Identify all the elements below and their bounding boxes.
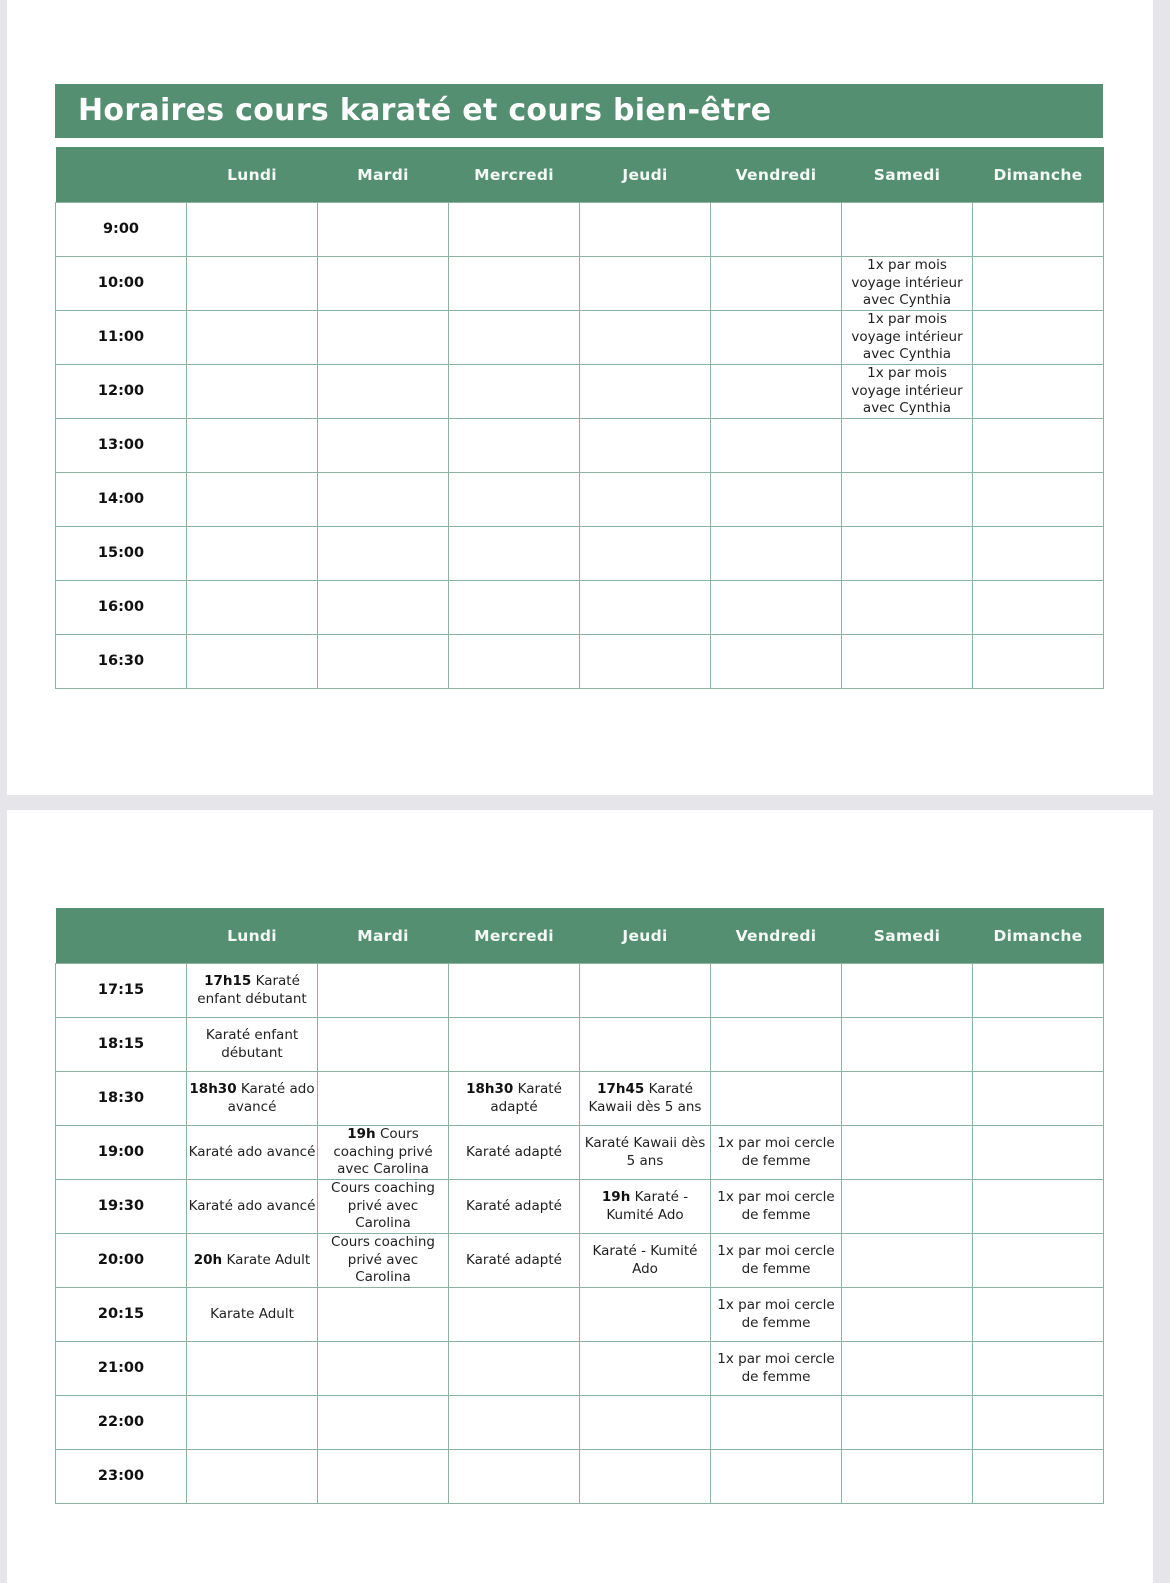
schedule-cell-dimanche bbox=[973, 473, 1104, 527]
day-header-mardi: Mardi bbox=[318, 147, 449, 203]
class-start-time: 18h30 bbox=[466, 1081, 514, 1097]
schedule-cell-samedi bbox=[842, 311, 973, 365]
schedule-cell-dimanche bbox=[973, 203, 1104, 257]
schedule-cell-mardi bbox=[318, 1180, 449, 1234]
schedule-cell-dimanche bbox=[973, 1234, 1104, 1288]
schedule-cell-jeudi bbox=[580, 964, 711, 1018]
schedule-cell-samedi bbox=[842, 1450, 973, 1504]
schedule-cell-mercredi bbox=[449, 1234, 580, 1288]
schedule-cell-mercredi bbox=[449, 964, 580, 1018]
schedule-cell-samedi bbox=[842, 1072, 973, 1126]
schedule-cell-mardi bbox=[318, 1126, 449, 1180]
time-slot-label: 20:15 bbox=[56, 1288, 187, 1342]
time-slot-label: 20:00 bbox=[56, 1234, 187, 1288]
schedule-cell-dimanche bbox=[973, 1072, 1104, 1126]
time-slot-label: 12:00 bbox=[56, 365, 187, 419]
schedule-cell-lundi bbox=[187, 1234, 318, 1288]
schedule-cell-vendredi bbox=[711, 1450, 842, 1504]
class-name: Karaté enfant débutant bbox=[205, 1027, 299, 1061]
schedule-cell-lundi bbox=[187, 257, 318, 311]
schedule-cell-vendredi bbox=[711, 1234, 842, 1288]
day-header-mercredi: Mercredi bbox=[449, 147, 580, 203]
time-row bbox=[56, 581, 1104, 635]
time-slot-label: 18:30 bbox=[56, 1072, 187, 1126]
schedule-cell-dimanche bbox=[973, 419, 1104, 473]
schedule-cell-vendredi bbox=[711, 1396, 842, 1450]
schedule-cell-lundi bbox=[187, 1126, 318, 1180]
schedule-cell-vendredi bbox=[711, 1288, 842, 1342]
class-name: Karaté - Kumité Ado bbox=[606, 1189, 689, 1223]
schedule-cell-dimanche bbox=[973, 581, 1104, 635]
schedule-cell-jeudi bbox=[580, 473, 711, 527]
schedule-cell-jeudi bbox=[580, 1126, 711, 1180]
class-start-time: 18h30 bbox=[189, 1081, 237, 1097]
time-row bbox=[56, 1288, 1104, 1342]
schedule-cell-samedi bbox=[842, 419, 973, 473]
time-row bbox=[56, 365, 1104, 419]
class-name: Karaté Kawaii dès 5 ans bbox=[588, 1081, 702, 1115]
schedule-cell-mardi bbox=[318, 473, 449, 527]
schedule-cell-mercredi bbox=[449, 1018, 580, 1072]
class-start-time: 19h bbox=[347, 1126, 376, 1143]
class-name: Cours coaching privé avec Carolina bbox=[331, 1234, 435, 1286]
schedule-cell-jeudi bbox=[580, 527, 711, 581]
day-header-row bbox=[56, 908, 1104, 964]
schedule-cell-jeudi bbox=[580, 311, 711, 365]
time-slot-label: 19:00 bbox=[56, 1126, 187, 1180]
time-row bbox=[56, 419, 1104, 473]
schedule-cell-lundi bbox=[187, 311, 318, 365]
schedule-cell-dimanche bbox=[973, 1288, 1104, 1342]
schedule-cell-jeudi bbox=[580, 1450, 711, 1504]
schedule-cell-jeudi bbox=[580, 1342, 711, 1396]
schedule-cell-vendredi bbox=[711, 1342, 842, 1396]
class-name: 1x par moi cercle de femme bbox=[717, 1243, 835, 1277]
class-start-time: 19h bbox=[601, 1189, 631, 1205]
day-header-dimanche: Dimanche bbox=[973, 908, 1104, 964]
schedule-cell-mercredi bbox=[449, 311, 580, 365]
class-name: Cours coaching privé avec Carolina bbox=[331, 1180, 435, 1232]
time-row bbox=[56, 1234, 1104, 1288]
day-header-jeudi: Jeudi bbox=[580, 147, 711, 203]
day-header-vendredi: Vendredi bbox=[711, 147, 842, 203]
schedule-cell-mardi bbox=[318, 1234, 449, 1288]
time-slot-label: 22:00 bbox=[56, 1396, 187, 1450]
schedule-cell-lundi bbox=[187, 964, 318, 1018]
schedule-cell-mercredi bbox=[449, 1072, 580, 1126]
schedule-cell-lundi bbox=[187, 527, 318, 581]
day-header-jeudi: Jeudi bbox=[580, 908, 711, 964]
schedule-cell-samedi bbox=[842, 1342, 973, 1396]
class-name: Karaté enfant débutant bbox=[197, 973, 307, 1007]
schedule-cell-lundi bbox=[187, 1342, 318, 1396]
schedule-cell-samedi bbox=[842, 1288, 973, 1342]
corner-header bbox=[56, 147, 187, 203]
time-row bbox=[56, 964, 1104, 1018]
schedule-cell-mardi bbox=[318, 203, 449, 257]
time-slot-label: 19:30 bbox=[56, 1180, 187, 1234]
class-start-time: 17h15 bbox=[204, 973, 252, 989]
class-name: 1x par moi cercle de femme bbox=[717, 1297, 835, 1331]
time-row bbox=[56, 1450, 1104, 1504]
class-name: 1x par moi cercle de femme bbox=[717, 1351, 835, 1385]
schedule-cell-mardi bbox=[318, 1288, 449, 1342]
schedule-table-morning bbox=[55, 147, 1104, 689]
class-name: Karaté Kawaii dès 5 ans bbox=[584, 1135, 706, 1169]
schedule-cell-mardi bbox=[318, 1018, 449, 1072]
schedule-cell-jeudi bbox=[580, 1288, 711, 1342]
class-name: 1x par moi cercle de femme bbox=[717, 1135, 835, 1169]
class-name: 1x par moi cercle de femme bbox=[717, 1189, 835, 1223]
document-page-1 bbox=[7, 0, 1153, 795]
schedule-cell-dimanche bbox=[973, 1342, 1104, 1396]
class-name: Karate Adult bbox=[226, 1251, 311, 1268]
schedule-cell-mardi bbox=[318, 257, 449, 311]
schedule-cell-dimanche bbox=[973, 1396, 1104, 1450]
schedule-cell-jeudi bbox=[580, 257, 711, 311]
day-header-mercredi: Mercredi bbox=[449, 908, 580, 964]
class-name: 1x par mois voyage intérieur avec Cynthia bbox=[851, 257, 963, 309]
schedule-cell-mardi bbox=[318, 311, 449, 365]
schedule-cell-vendredi bbox=[711, 527, 842, 581]
schedule-cell-samedi bbox=[842, 635, 973, 689]
day-header-vendredi: Vendredi bbox=[711, 908, 842, 964]
schedule-cell-jeudi bbox=[580, 1234, 711, 1288]
schedule-cell-vendredi bbox=[711, 203, 842, 257]
day-header-dimanche: Dimanche bbox=[973, 147, 1104, 203]
schedule-cell-lundi bbox=[187, 1288, 318, 1342]
schedule-cell-mardi bbox=[318, 419, 449, 473]
time-row bbox=[56, 257, 1104, 311]
class-name: Karaté adapté bbox=[466, 1197, 562, 1214]
schedule-cell-dimanche bbox=[973, 1180, 1104, 1234]
schedule-cell-jeudi bbox=[580, 365, 711, 419]
schedule-cell-lundi bbox=[187, 1072, 318, 1126]
time-row bbox=[56, 1396, 1104, 1450]
schedule-table-evening bbox=[55, 908, 1104, 1504]
schedule-cell-dimanche bbox=[973, 964, 1104, 1018]
time-slot-label: 23:00 bbox=[56, 1450, 187, 1504]
class-name: Karate Adult bbox=[210, 1305, 294, 1322]
schedule-cell-dimanche bbox=[973, 365, 1104, 419]
schedule-cell-lundi bbox=[187, 203, 318, 257]
schedule-cell-mercredi bbox=[449, 1450, 580, 1504]
time-row bbox=[56, 203, 1104, 257]
time-slot-label: 21:00 bbox=[56, 1342, 187, 1396]
schedule-cell-mercredi bbox=[449, 581, 580, 635]
schedule-cell-mercredi bbox=[449, 1342, 580, 1396]
schedule-cell-dimanche bbox=[973, 527, 1104, 581]
time-slot-label: 10:00 bbox=[56, 257, 187, 311]
schedule-cell-mercredi bbox=[449, 365, 580, 419]
schedule-cell-mardi bbox=[318, 635, 449, 689]
schedule-cell-dimanche bbox=[973, 311, 1104, 365]
schedule-cell-mercredi bbox=[449, 257, 580, 311]
time-slot-label: 18:15 bbox=[56, 1018, 187, 1072]
schedule-cell-jeudi bbox=[580, 419, 711, 473]
day-header-lundi: Lundi bbox=[187, 147, 318, 203]
day-header-mardi: Mardi bbox=[318, 908, 449, 964]
time-row bbox=[56, 473, 1104, 527]
schedule-cell-samedi bbox=[842, 1180, 973, 1234]
schedule-cell-mardi bbox=[318, 1396, 449, 1450]
class-start-time: 20h bbox=[193, 1251, 223, 1268]
class-name: Karaté ado avancé bbox=[188, 1197, 316, 1214]
corner-header bbox=[56, 908, 187, 964]
schedule-cell-lundi bbox=[187, 1018, 318, 1072]
schedule-cell-vendredi bbox=[711, 1072, 842, 1126]
schedule-cell-dimanche bbox=[973, 635, 1104, 689]
schedule-cell-jeudi bbox=[580, 1180, 711, 1234]
schedule-cell-vendredi bbox=[711, 311, 842, 365]
day-header-samedi: Samedi bbox=[842, 908, 973, 964]
schedule-cell-mardi bbox=[318, 365, 449, 419]
schedule-cell-lundi bbox=[187, 1396, 318, 1450]
schedule-cell-samedi bbox=[842, 1396, 973, 1450]
schedule-cell-vendredi bbox=[711, 1126, 842, 1180]
schedule-cell-mardi bbox=[318, 581, 449, 635]
schedule-cell-vendredi bbox=[711, 365, 842, 419]
time-row bbox=[56, 1180, 1104, 1234]
time-slot-label: 16:00 bbox=[56, 581, 187, 635]
schedule-cell-mercredi bbox=[449, 1180, 580, 1234]
document-page-2 bbox=[7, 810, 1153, 1583]
schedule-cell-mercredi bbox=[449, 419, 580, 473]
schedule-cell-samedi bbox=[842, 257, 973, 311]
time-row bbox=[56, 1126, 1104, 1180]
schedule-cell-mercredi bbox=[449, 527, 580, 581]
day-header-row bbox=[56, 147, 1104, 203]
class-name: Karaté adapté bbox=[490, 1081, 562, 1115]
time-slot-label: 13:00 bbox=[56, 419, 187, 473]
time-slot-label: 17:15 bbox=[56, 964, 187, 1018]
schedule-cell-samedi bbox=[842, 1126, 973, 1180]
schedule-cell-dimanche bbox=[973, 1450, 1104, 1504]
schedule-cell-jeudi bbox=[580, 635, 711, 689]
schedule-cell-jeudi bbox=[580, 203, 711, 257]
class-name: Karaté ado avancé bbox=[188, 1143, 316, 1160]
schedule-cell-mercredi bbox=[449, 1396, 580, 1450]
schedule-cell-vendredi bbox=[711, 635, 842, 689]
schedule-cell-samedi bbox=[842, 964, 973, 1018]
schedule-cell-jeudi bbox=[580, 1018, 711, 1072]
time-row bbox=[56, 1072, 1104, 1126]
schedule-cell-mercredi bbox=[449, 203, 580, 257]
schedule-cell-mardi bbox=[318, 1072, 449, 1126]
schedule-cell-vendredi bbox=[711, 257, 842, 311]
class-name: Karaté adapté bbox=[466, 1251, 562, 1268]
schedule-cell-vendredi bbox=[711, 1180, 842, 1234]
class-name: 1x par mois voyage intérieur avec Cynthia bbox=[851, 311, 963, 363]
schedule-cell-samedi bbox=[842, 581, 973, 635]
schedule-cell-samedi bbox=[842, 1018, 973, 1072]
schedule-cell-jeudi bbox=[580, 1396, 711, 1450]
schedule-cell-mardi bbox=[318, 1450, 449, 1504]
schedule-cell-mardi bbox=[318, 964, 449, 1018]
schedule-title: Horaires cours karaté et cours bien-être bbox=[55, 84, 1103, 138]
class-start-time: 17h45 bbox=[597, 1081, 645, 1097]
schedule-cell-lundi bbox=[187, 473, 318, 527]
schedule-cell-mercredi bbox=[449, 1288, 580, 1342]
time-row bbox=[56, 635, 1104, 689]
schedule-cell-samedi bbox=[842, 203, 973, 257]
schedule-cell-samedi bbox=[842, 527, 973, 581]
time-slot-label: 15:00 bbox=[56, 527, 187, 581]
schedule-cell-vendredi bbox=[711, 1018, 842, 1072]
time-slot-label: 11:00 bbox=[56, 311, 187, 365]
schedule-cell-vendredi bbox=[711, 581, 842, 635]
schedule-cell-vendredi bbox=[711, 964, 842, 1018]
day-header-samedi: Samedi bbox=[842, 147, 973, 203]
class-name: Karaté - Kumité Ado bbox=[592, 1243, 698, 1277]
schedule-cell-lundi bbox=[187, 365, 318, 419]
time-row bbox=[56, 311, 1104, 365]
schedule-cell-dimanche bbox=[973, 1126, 1104, 1180]
schedule-cell-mardi bbox=[318, 1342, 449, 1396]
schedule-cell-dimanche bbox=[973, 1018, 1104, 1072]
schedule-cell-lundi bbox=[187, 419, 318, 473]
class-name: Karaté ado avancé bbox=[227, 1081, 315, 1115]
schedule-cell-lundi bbox=[187, 1450, 318, 1504]
schedule-cell-vendredi bbox=[711, 419, 842, 473]
class-name: Cours coaching privé avec Carolina bbox=[333, 1126, 433, 1178]
schedule-cell-samedi bbox=[842, 1234, 973, 1288]
schedule-cell-mardi bbox=[318, 527, 449, 581]
schedule-cell-lundi bbox=[187, 1180, 318, 1234]
schedule-cell-mercredi bbox=[449, 473, 580, 527]
schedule-cell-jeudi bbox=[580, 1072, 711, 1126]
schedule-cell-vendredi bbox=[711, 473, 842, 527]
schedule-cell-lundi bbox=[187, 581, 318, 635]
time-row bbox=[56, 1018, 1104, 1072]
time-row bbox=[56, 1342, 1104, 1396]
schedule-cell-samedi bbox=[842, 473, 973, 527]
time-slot-label: 9:00 bbox=[56, 203, 187, 257]
class-name: 1x par mois voyage intérieur avec Cynthia bbox=[851, 365, 963, 417]
time-slot-label: 14:00 bbox=[56, 473, 187, 527]
schedule-cell-samedi bbox=[842, 365, 973, 419]
schedule-cell-lundi bbox=[187, 635, 318, 689]
day-header-lundi: Lundi bbox=[187, 908, 318, 964]
time-row bbox=[56, 527, 1104, 581]
time-slot-label: 16:30 bbox=[56, 635, 187, 689]
schedule-cell-jeudi bbox=[580, 581, 711, 635]
schedule-cell-dimanche bbox=[973, 257, 1104, 311]
schedule-cell-mercredi bbox=[449, 1126, 580, 1180]
schedule-cell-mercredi bbox=[449, 635, 580, 689]
class-name: Karaté adapté bbox=[466, 1143, 562, 1160]
